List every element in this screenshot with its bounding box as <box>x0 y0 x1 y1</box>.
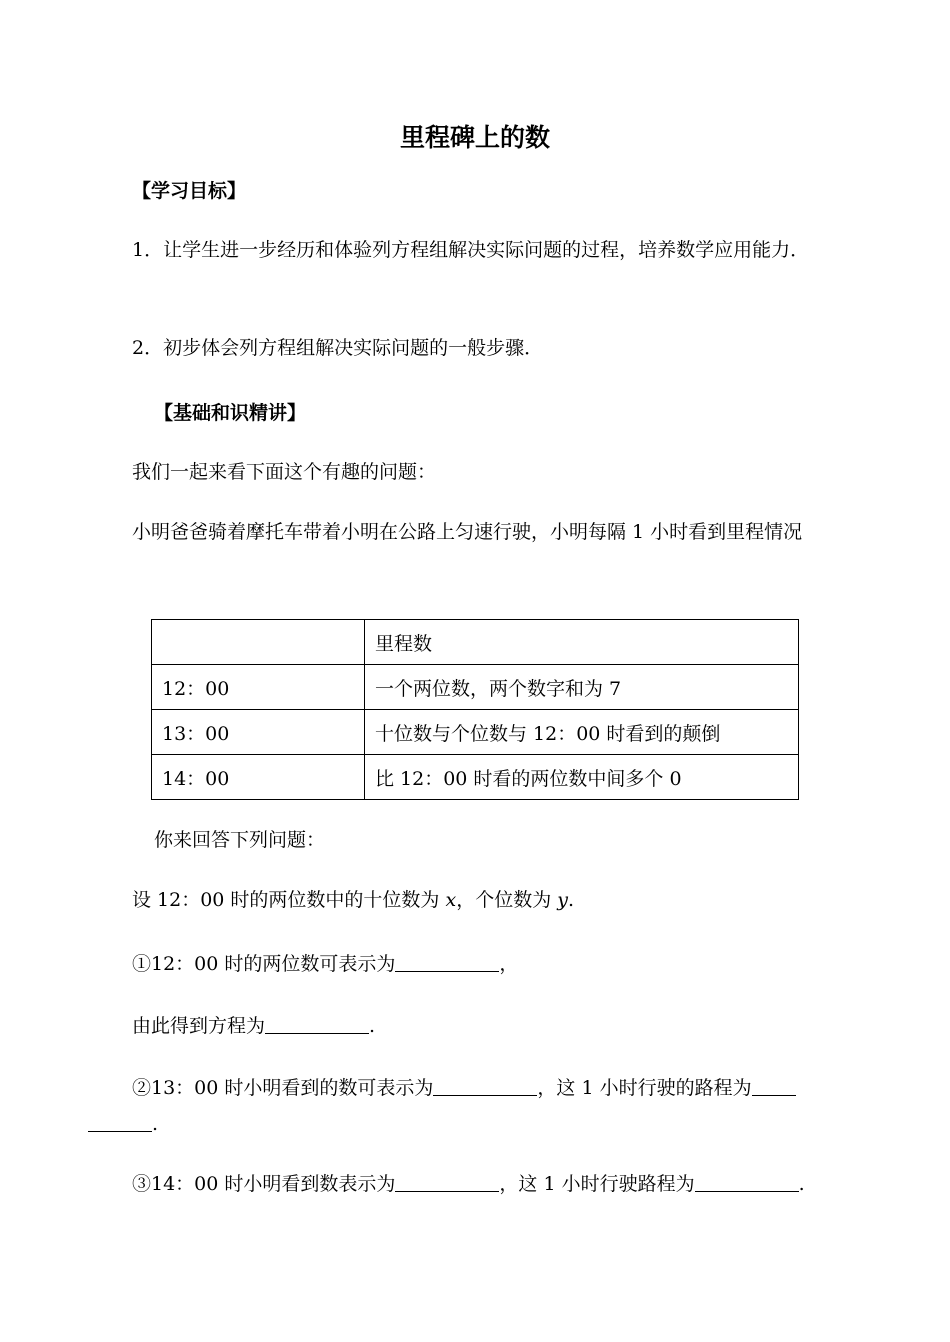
variable-x: x <box>445 889 457 911</box>
question-1b <box>132 1008 910 1044</box>
table-header-cell <box>152 620 365 665</box>
variable-y: y <box>557 889 568 911</box>
table-time-cell: 13：00 <box>152 710 365 755</box>
basics-heading: 【基础和识精讲】 <box>154 402 307 424</box>
table-row <box>152 665 799 710</box>
table-header-cell: 里程数 <box>365 620 799 665</box>
intro-text: 我们一起来看下面这个有趣的问题： <box>132 461 437 483</box>
question-1-text: ①12：00 时的两位数可表示为 <box>132 953 396 975</box>
question-3-after: . <box>798 1173 805 1195</box>
question-1-after: ， <box>499 953 519 975</box>
story-text: 小明爸爸骑着摩托车带着小明在公路上匀速行驶，小明每隔 1 小时看到里程情况 <box>132 521 803 543</box>
objective-item-1: 1．让学生进一步经历和体验列方程组解决实际问题的过程，培养数学应用能力． <box>132 239 810 261</box>
table-mileage-cell: 比 12：00 时看的两位数中间多个 0 <box>365 755 799 800</box>
objectives-heading: 【学习目标】 <box>132 180 247 202</box>
answer-blank[interactable] <box>695 1170 799 1192</box>
question-2-after: . <box>152 1113 159 1135</box>
question-3-mid: ，这 1 小时行驶路程为 <box>499 1173 695 1195</box>
table-time-cell: 12：00 <box>152 665 365 710</box>
table-row <box>152 710 799 755</box>
page-title: 里程碑上的数 <box>399 123 550 152</box>
question-2-continued <box>88 1106 866 1142</box>
questions-prompt: 你来回答下列问题： <box>154 829 326 851</box>
setup-text: 设 12：00 时的两位数中的十位数为 <box>132 889 440 911</box>
table-time-cell: 14：00 <box>152 755 365 800</box>
objective-item-2: 2．初步体会列方程组解决实际问题的一般步骤． <box>132 337 544 359</box>
mileage-table <box>151 619 799 800</box>
question-2-mid: ，这 1 小时行驶的路程为 <box>537 1077 752 1099</box>
answer-blank-continued[interactable] <box>88 1110 152 1132</box>
question-2 <box>132 1070 910 1106</box>
setup-statement <box>132 882 910 918</box>
table-row <box>152 755 799 800</box>
answer-blank[interactable] <box>265 1012 369 1034</box>
answer-blank[interactable] <box>752 1074 796 1096</box>
question-1b-text: 由此得到方程为 <box>132 1015 266 1037</box>
table-mileage-cell: 十位数与个位数与 12：00 时看到的颠倒 <box>365 710 799 755</box>
answer-blank[interactable] <box>395 1170 499 1192</box>
answer-blank[interactable] <box>433 1074 537 1096</box>
table-mileage-cell: 一个两位数，两个数字和为 7 <box>365 665 799 710</box>
setup-end: . <box>568 889 575 911</box>
question-3 <box>132 1166 910 1202</box>
question-3-text: ③14：00 时小明看到数表示为 <box>132 1173 396 1195</box>
answer-blank[interactable] <box>395 950 499 972</box>
setup-mid: ，个位数为 <box>456 889 552 911</box>
question-1 <box>132 946 910 982</box>
question-2-text: ②13：00 时小明看到的数可表示为 <box>132 1077 434 1099</box>
table-header-row <box>152 620 799 665</box>
question-1b-after: . <box>369 1015 376 1037</box>
